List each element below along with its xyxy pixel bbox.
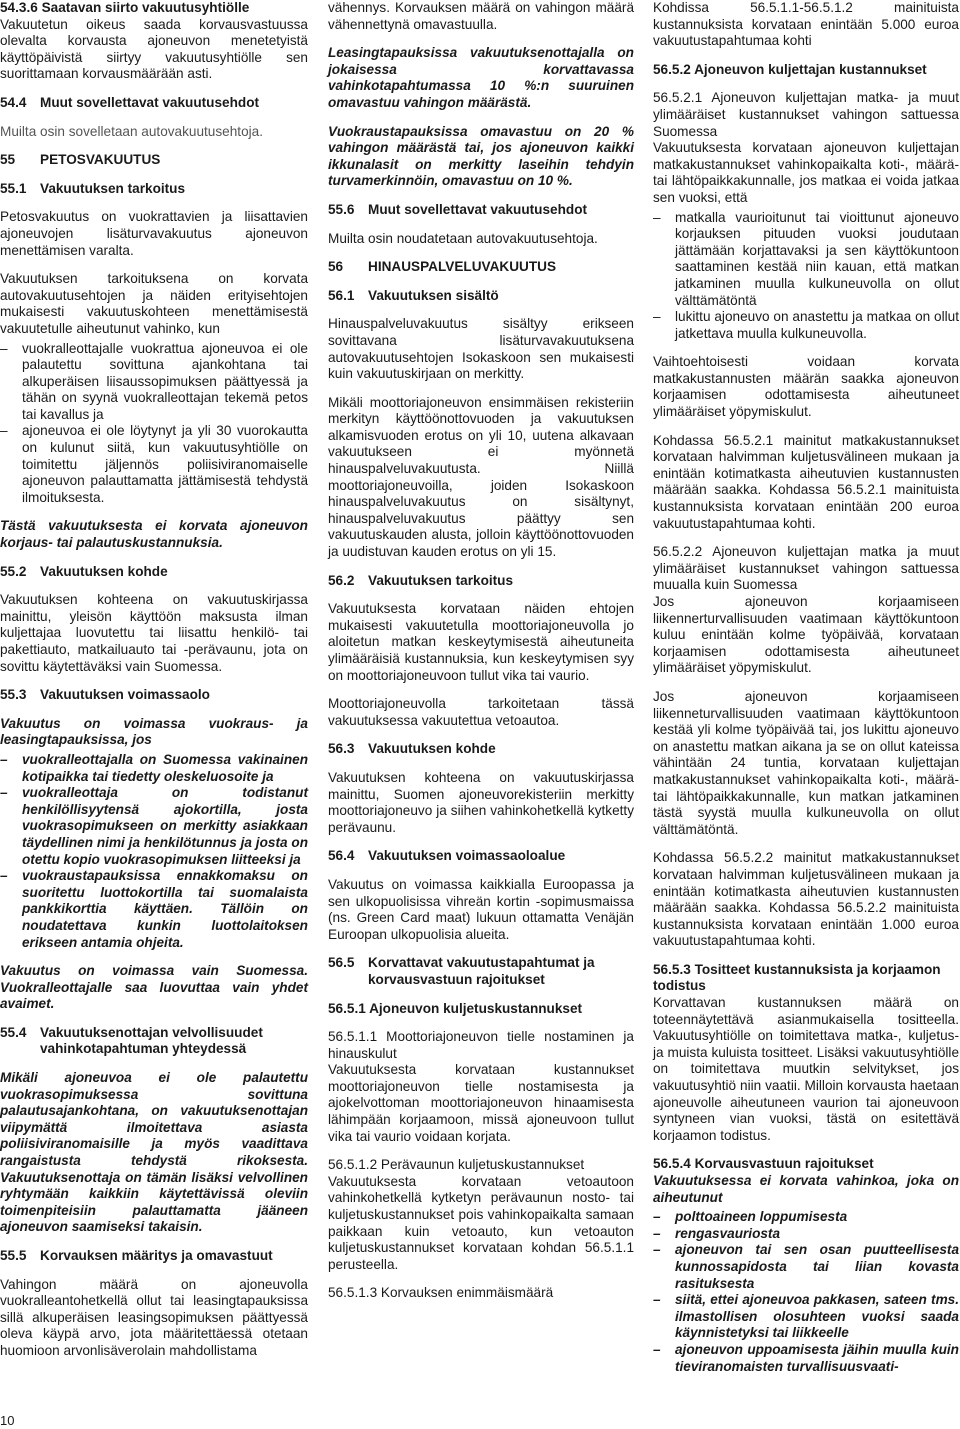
section-heading: 55.3 Vakuutuksen voimassaolo bbox=[0, 687, 210, 703]
bullet-list bbox=[0, 752, 308, 951]
paragraph-title: 56.5.1.2 Perävaunun kuljetuskustannukset bbox=[328, 1157, 585, 1173]
note-italic: Vakuutuksessa ei korvata vahinkoa, joka on aiheutunut bbox=[653, 1173, 959, 1205]
paragraph: Vakuutus on voimassa kaikkialla Euroopassa ja sen ulkopuolisissa vihreän kortin -sopimusmaissa (ns. Green Card maat) lukuun ottamatta Venäjän Euroopan ulkopuolisia alueita. bbox=[328, 876, 634, 942]
list-item: – vuokralleottaja on todistanut henkilöllisyytensä ajokortilla, josta vuokrasopimukseen on merkitty asiakkaan täydellinen nimi ja henkilötunnus ja josta on otettu kopio vuokrasopimuksen liitteeksi ja bbox=[0, 785, 308, 868]
paragraph: Jos ajoneuvon korjaamiseen liikenneturvallisuuden vaatimaan käyttökuntoon kestää yli kolme työpäivää tai, jos lukittu ajoneuvo on anastettu matkan aikana ja se on ollut kateissa vähintään 24 tuntia, korvataan kuljettajan matkakustannukset vahinkopaikalta koti-, määrä- tai lähtöpaikkakunnalle, kun matkan jatkaminen tästä syystä muulla kulkuneuvolla on ollut välttämätöntä. bbox=[653, 688, 959, 837]
paragraph: Vakuutuksesta korvataan vetoautoon vahinkohetkellä kytketyn perävaunun nosto- tai kuljetuskustannukset pois vahinkopaikalta samaan paikkaan kuin vetoauto, kun vetoauton kuljetuskustannukset korvataan kohdan 56.5.1.1 perusteella. bbox=[328, 1173, 634, 1272]
subsection-56-5-2-2 bbox=[653, 544, 959, 677]
bullet-list bbox=[0, 341, 308, 507]
note-italic: Vuokraustapauksissa omavastuu on 20 % vahingon määrästä tai, jos ajoneuvon kaikki ikkunalasit on merkitty laseihin tehdyin turvamerkinnöin, omavastuu on 10 %. bbox=[328, 123, 634, 189]
note-italic: Vakuutus on voimassa vain Suomessa. Vuokralleottajalle saa luovuttaa vain yhdet avaimet. bbox=[0, 963, 308, 1012]
paragraph-title: 56.5.1.1 Moottoriajoneuvon tielle nostaminen ja hinauskulut bbox=[328, 1029, 634, 1061]
list-item: – siitä, ettei ajoneuvoa pakkasen, sateen tms. ilmastollisen olosuhteen vuoksi saada käynnistetyksi tai liikkeelle bbox=[653, 1292, 959, 1342]
section-heading: 55.1 Vakuutuksen tarkoitus bbox=[0, 180, 186, 196]
column-right bbox=[653, 0, 959, 1375]
section-heading: 55.5 Korvauksen määritys ja omavastuut bbox=[0, 1248, 273, 1263]
paragraph-title: 56.5.2.2 Ajoneuvon kuljettajan matka ja muut ylimääräiset kustannukset vahingon sattuessa muualla kuin Suomessa bbox=[653, 544, 959, 593]
paragraph: Vakuutuksesta korvataan ajoneuvon kuljettajan matkakustannukset vahinkopaikalta koti-, määrä- tai lähtöpaikkakunnalle, jos matkaa ei voida jatkaa sen vuoksi, että bbox=[653, 140, 959, 205]
chapter-heading: 56 HINAUSPALVELUVAKUUTUS bbox=[328, 259, 557, 275]
section-heading: 56.2 Vakuutuksen tarkoitus bbox=[328, 572, 514, 588]
paragraph-title: 56.5.1.3 Korvauksen enimmäismäärä bbox=[328, 1285, 554, 1301]
section-heading: 56.4 Vakuutuksen voimassaoloalue bbox=[328, 848, 566, 864]
note-italic: Tästä vakuutuksesta ei korvata ajoneuvon korjaus- tai palautuskustannuksia. bbox=[0, 518, 308, 551]
subsection-heading: 56.5.1 Ajoneuvon kuljetuskustannukset bbox=[328, 1000, 583, 1016]
paragraph: Kohdassa 56.5.2.1 mainitut matkakustannukset korvataan halvimman kuljetusvälineen mukaan ja enintään kotimatkasta aiheutuvien kustannusten määrään saakka. Kohdassa 56.5.2.1 mainituista kustannuksista korvataan enintään 200 euroa vakuutustapahtumaa kohti. bbox=[653, 432, 959, 531]
section-heading: 56.3 Vakuutuksen kohde bbox=[328, 741, 496, 757]
chapter-heading: 55 PETOSVAKUUTUS bbox=[0, 152, 161, 168]
list-item: – vuokralleottajalla on Suomessa vakinainen kotipaikka tai tiedetty oleskeluosoite ja bbox=[0, 752, 308, 785]
subsection-56-5-4 bbox=[653, 1156, 959, 1206]
note-italic: Vakuutus on voimassa vuokraus- ja leasingtapauksissa, jos bbox=[0, 715, 308, 748]
paragraph: Petosvakuutus on vuokrattavien ja liisattavien ajoneuvojen lisäturvavakuutus ajoneuvon menettämisen varalta. bbox=[0, 209, 308, 258]
subsection-56-5-1-1 bbox=[328, 1029, 634, 1145]
subsection-heading: 56.5.3 Tositteet kustannuksista ja korjaamon todistus bbox=[653, 961, 941, 994]
paragraph: Mikäli moottoriajoneuvon ensimmäisen rekisteriin merkityn käyttöönottovuoden ja vakuutuksen alkamisvuoden erotus on yli 10, uutena alkavaan vakuutukseen ei myönnetä hinauspalveluvakuutusta. Niillä moottoriajoneuvoilla, joiden Isokaskoon hinauspalveluvakuutus on sisältynyt, hinauspalveluvakuutus päättyy sen vakuutuskauden alusta, jolloin käyttöönottovuoden ja uudistuvan kauden erotus on yli 15. bbox=[328, 394, 634, 560]
list-item: – lukittu ajoneuvo on anastettu ja matkaa on ollut jatkettava muulla kulkuneuvolla. bbox=[653, 309, 959, 342]
paragraph: Vakuutuksen tarkoituksena on korvata autovakuutusehtojen ja näiden erityisehtojen mukaisesti vakuutuskohteen menettämisestä vakuutetulle aiheutunut vahinko, kun bbox=[0, 271, 308, 336]
list-item: – ajoneuvon uppoamisesta jäihin muulla kuin tieviranomaisten turvallisuusvaati- bbox=[653, 1342, 959, 1375]
subsection-56-5-2-1 bbox=[653, 90, 959, 206]
section-heading: 54.4 Muut sovellettavat vakuutusehdot bbox=[0, 94, 260, 110]
list-item: – rengasvauriosta bbox=[653, 1226, 959, 1243]
paragraph: Kohdissa 56.5.1.1-56.5.1.2 mainituista kustannuksista korvataan enintään 5.000 euroa vakuutustapahtumaa kohti bbox=[653, 0, 959, 49]
bullet-list bbox=[653, 210, 959, 343]
paragraph: Vakuutuksesta korvataan kustannukset moottoriajoneuvon tielle nostamisesta ja ajokelvottoman moottoriajoneuvon hinaamisesta lähimpään korjaamoon, missä ajoneuvoon tullut vika tai vaurio voidaan korjata. bbox=[328, 1062, 634, 1144]
section-heading: 56.5 Korvattavat vakuutustapahtumat ja korvausvastuun rajoitukset bbox=[328, 955, 595, 987]
section-heading: 54.3.6 Saatavan siirto vakuutusyhtiölle bbox=[0, 0, 250, 15]
paragraph: Kohdassa 56.5.2.2 mainitut matkakustannukset korvataan halvimman kuljetusvälineen mukaan ja enintään kotimatkasta aiheutuvien kustannusten määrään saakka. Kohdassa 56.5.2.2 mainituista kustannuksista korvataan enintään 1.000 euroa vakuutustapahtumaa kohti. bbox=[653, 850, 959, 949]
paragraph: vähennys. Korvauksen määrä on vahingon määrä vähennettynä omavastuulla. bbox=[328, 0, 634, 32]
list-item: – vuokralleottajalle vuokrattua ajoneuvoa ei ole palautettu sovittuna ajankohtana tai alkuperäisen liisaussopimuksen päättyessä ja tähän on syynä vuokralleottajan tekemä petos tai kavallus ja bbox=[0, 341, 308, 424]
section-heading: 55.2 Vakuutuksen kohde bbox=[0, 563, 168, 579]
section-heading: 55.6 Muut sovellettavat vakuutusehdot bbox=[328, 201, 588, 217]
paragraph: Vakuutetun oikeus saada korvausvastuussa olevalta korvausta ajoneuvon menetetyistä käyttöpäivistä siirtyy vakuutusyhtiölle sen suorittamaan korvausmäärään asti. bbox=[0, 16, 308, 82]
list-item: – matkalla vaurioitunut tai vioittunut ajoneuvo korjauksen pituuden vuoksi joudutaan jättämään korjattavaksi ja sen käyttökuntoon saattaminen kestää niin kauan, että matkan jatkaminen muulla kulkuneuvolla on ollut välttämätöntä bbox=[653, 210, 959, 310]
page-number: 10 bbox=[0, 1413, 15, 1428]
subsection-heading: 56.5.2 Ajoneuvon kuljettajan kustannukset bbox=[653, 61, 927, 77]
list-item: – ajoneuvoa ei ole löytynyt ja yli 30 vuorokautta on kulunut siitä, kun vakuutusyhtiölle on toimitettu jäljennös poliisiviranomaiselle ajoneuvon palauttamatta jättämisestä tehdystä ilmoituksesta. bbox=[0, 423, 308, 506]
subsection-56-5-1-2 bbox=[328, 1157, 634, 1273]
list-item: – ajoneuvon tai sen osan puutteellisesta kunnossapidosta tai liian kovasta rasituksesta bbox=[653, 1242, 959, 1292]
note-italic: Leasingtapauksissa vakuutuksenottajalla on jokaisessa korvattavassa vahinkotapahtumassa 10 %:n suuruinen omavastuu vahingon määrästä. bbox=[328, 45, 634, 110]
section-heading: 55.4 Vakuutuksenottajan velvollisuudet vahinkotapahtuman yhteydessä bbox=[0, 1024, 263, 1057]
column-left bbox=[0, 0, 308, 1372]
paragraph: Muilta osin noudatetaan autovakuutusehtoja. bbox=[328, 230, 598, 246]
paragraph: Vakuutuksen kohteena on vakuutuskirjassa mainittu, yleisön käyttöön maksusta ilman kuljettajaa luovutettu tai liisattu henkilö- tai pakettiauto, matkailuauto tai -perävaunu, jota on sovittu käytettäväksi vain Suomessa. bbox=[0, 592, 308, 674]
subsection-heading: 56.5.4 Korvausvastuun rajoitukset bbox=[653, 1156, 874, 1172]
list-item: – polttoaineen loppumisesta bbox=[653, 1209, 959, 1226]
note-italic: Mikäli ajoneuvoa ei ole palautettu vuokrasopimuksessa sovittuna palautusajankohtana, on vakuutuksenottajan viipymättä ilmoitettava asiasta poliisiviranomaisille ja myös vaadittava rangaistusta tehdystä rikoksesta. Vakuutuksenottaja on tämän lisäksi velvollinen ryhtymään kaikkiin käytettävissä oleviin toimenpiteisiin palauttamatta jääneen ajoneuvon saamiseksi takaisin. bbox=[0, 1070, 308, 1235]
paragraph: Hinauspalveluvakuutus sisältyy erikseen sovittavana lisäturvavakuutuksena autovakuutusehtojen Isokaskoon sen mukaisesti kuin vakuutuskirjaan on merkitty. bbox=[328, 316, 634, 382]
section-heading: 56.1 Vakuutuksen sisältö bbox=[328, 287, 499, 303]
paragraph: Vakuutuksesta korvataan näiden ehtojen mukaisesti vakuutetulla moottoriajoneuvolla jo aloitetun matkan keskeytymisestä aiheutuneita ylimääräisiä kustannuksia, kun keskeytymisen syy on moottoriajoneuvoon tullut vika tai vaurio. bbox=[328, 601, 634, 683]
paragraph-title: 56.5.2.1 Ajoneuvon kuljettajan matka- ja muut ylimääräiset kustannukset vahingon sattuessa Suomessa bbox=[653, 90, 959, 139]
paragraph: Muilta osin sovelletaan autovakuutusehtoja. bbox=[0, 123, 263, 139]
list-item: – vuokraustapauksissa ennakkomaksu on suoritettu luottokortilla tai suomalaista pankkikorttia käyttäen. Tällöin on noudatettava kunkin luottolaitoksen erikseen antamia ohjeita. bbox=[0, 868, 308, 951]
bullet-list bbox=[653, 1209, 959, 1375]
subsection-56-5-3 bbox=[653, 962, 959, 1145]
paragraph: Vaihtoehtoisesti voidaan korvata matkakustannusten määrän saakka ajoneuvon korjaamisen odottamisesta aiheutuneet ylimääräiset yöpymiskulut. bbox=[653, 354, 959, 420]
paragraph: Vahingon määrä on ajoneuvolla vuokralleantohetkellä ollut tai leasingtapauksissa sillä alkuperäisen leasingsopimuksen päättyessä oleva käypä arvo, jota määritettäessä otetaan huomioon arvonlisäverolain mahdollistama bbox=[0, 1276, 308, 1358]
column-middle bbox=[328, 0, 634, 1314]
paragraph: Jos ajoneuvon korjaamiseen liikennerturvallisuuden vaatimaan käyttökuntoon kuluu enintään kolme työpäivää, korvataan korjaamisen odottamisesta aiheutuneet ylimääräiset yöpymiskulut. bbox=[653, 594, 959, 676]
section-54-3-6 bbox=[0, 0, 308, 83]
paragraph: Vakuutuksen kohteena on vakuutuskirjassa mainittu, Suomen ajoneuvorekisteriin merkitty moottoriajoneuvo ja siihen vahinkohetkellä kytketty perävaunu. bbox=[328, 769, 634, 835]
paragraph: Korvattavan kustannuksen määrä on toteennäytettävä asianmukaisella tositteella. Vakuutusyhtiölle on toimitettava matka-, kuljetus- ja muista kuluista tositteet. Lisäksi vakuutusyhtiölle on toimitettava muutkin selvitykset, jos vakuutusyhtiö niin vaatii. Milloin korvausta haetaan ajoneuvolle aiheutuneen vaurion tai ajoneuvoon syntyneen vian vuoksi, tästä on esitettävä korjaamon todistus. bbox=[653, 995, 959, 1143]
paragraph: Moottoriajoneuvolla tarkoitetaan tässä vakuutuksessa vakuutettua vetoautoa. bbox=[328, 696, 634, 728]
